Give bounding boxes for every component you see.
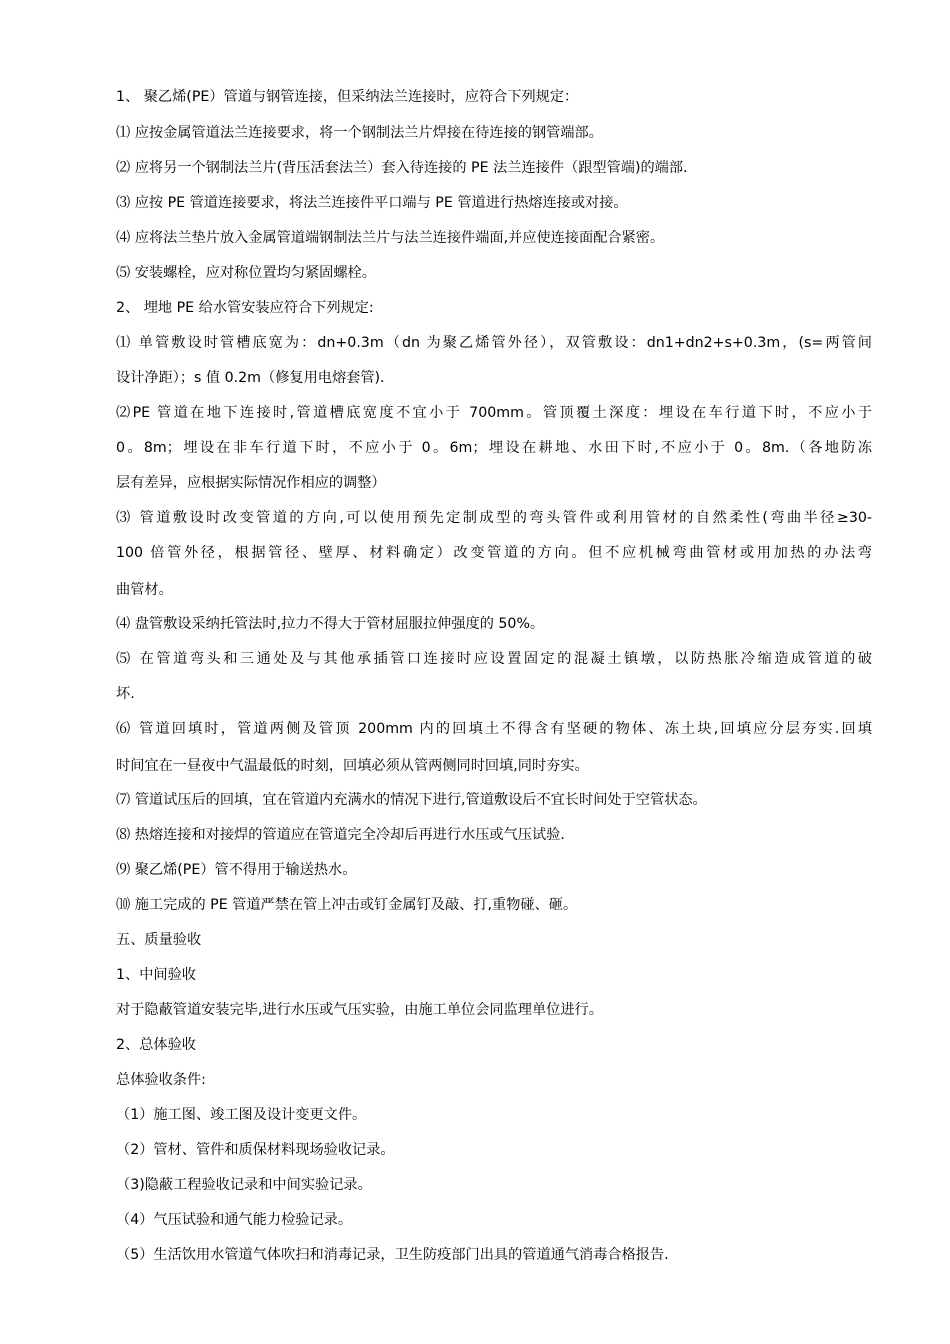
list-item: ⑶ 管道敷设时改变管道的方向,可以使用预先定制成型的弯头管件或利用管材的自然柔性(弯曲半径≥30- <box>116 510 872 526</box>
subsection-heading: 2、总体验收 <box>116 1037 196 1053</box>
list-item: ⑸ 在管道弯头和三通处及与其他承插管口连接时应设置固定的混凝土镇墩，以防热胀冷缩造成管道的破 <box>116 651 872 667</box>
list-item: ⑷ 盘管敷设采纳托管法时,拉力不得大于管材屈服拉伸强度的 50%。 <box>116 616 545 632</box>
list-item-continuation: 100 倍管外径，根据管径、壁厚、材料确定）改变管道的方向。但不应机械弯曲管材或用加热的办法弯 <box>116 545 872 561</box>
list-item: （3)隐蔽工程验收记录和中间实验记录。 <box>116 1177 372 1193</box>
list-item: ⑽ 施工完成的 PE 管道严禁在管上冲击或钉金属钉及敲、打,重物碰、砸。 <box>116 897 578 913</box>
list-item: ⑹ 管道回填时，管道两侧及管顶 200mm 内的回填土不得含有坚硬的物体、冻土块,回填应分层夯实.回填 <box>116 721 872 737</box>
list-item-continuation: 时间宜在一昼夜中气温最低的时刻，回填必须从管两侧同时回填,同时夯实。 <box>116 758 589 774</box>
paragraph: 对于隐蔽管道安装完毕,进行水压或气压实验，由施工单位会同监理单位进行。 <box>116 1002 603 1018</box>
list-item: ⑺ 管道试压后的回填，宜在管道内充满水的情况下进行,管道敷设后不宜长时间处于空管状态。 <box>116 792 707 808</box>
list-item: ⑸ 安装螺栓，应对称位置均匀紧固螺栓。 <box>116 265 376 281</box>
list-item-continuation: 坏. <box>116 686 135 702</box>
paragraph: 总体验收条件: <box>116 1072 206 1088</box>
section-2-heading: 2、 埋地 PE 给水管安装应符合下列规定: <box>116 300 374 316</box>
list-item-continuation: 曲管材。 <box>116 582 173 598</box>
list-item: （4）气压试验和通气能力检验记录。 <box>116 1212 353 1228</box>
list-item-continuation: 设计净距）；s 值 0.2m（修复用电熔套管). <box>116 370 385 386</box>
list-item: ⑶ 应按 PE 管道连接要求，将法兰连接件平口端与 PE 管道进行热熔连接或对接。 <box>116 195 628 211</box>
list-item: ⑻ 热熔连接和对接焊的管道应在管道完全冷却后再进行水压或气压试验. <box>116 827 565 843</box>
section-5-heading: 五、质量验收 <box>116 932 202 948</box>
list-item: ⑼ 聚乙烯(PE）管不得用于输送热水。 <box>116 862 357 878</box>
list-item: （1）施工图、竣工图及设计变更文件。 <box>116 1107 367 1123</box>
list-item: ⑴ 应按金属管道法兰连接要求，将一个钢制法兰片焊接在待连接的钢管端部。 <box>116 125 603 141</box>
list-item: ⑴ 单管敷设时管槽底宽为：dn+0.3m（dn 为聚乙烯管外径），双管敷设：dn1+dn2+s+0.3m，(s=两管间 <box>116 335 872 351</box>
list-item-continuation: 0。8m；埋设在非车行道下时，不应小于 0。6m；埋设在耕地、水田下时,不应小于 0。8m.（各地防冻 <box>116 440 872 456</box>
list-item: ⑷ 应将法兰垫片放入金属管道端钢制法兰片与法兰连接件端面,并应使连接面配合紧密。 <box>116 230 665 246</box>
list-item-continuation: 层有差异，应根据实际情况作相应的调整） <box>116 475 386 491</box>
section-1-heading: 1、 聚乙烯(PE）管道与钢管连接，但采纳法兰连接时，应符合下列规定： <box>116 89 579 105</box>
list-item: （5）生活饮用水管道气体吹扫和消毒记录，卫生防疫部门出具的管道通气消毒合格报告. <box>116 1247 669 1263</box>
subsection-heading: 1、中间验收 <box>116 967 196 983</box>
list-item: ⑵ 应将另一个钢制法兰片(背压活套法兰）套入待连接的 PE 法兰连接件（跟型管端)的端部. <box>116 160 688 176</box>
list-item: ⑵PE 管道在地下连接时,管道槽底宽度不宜小于 700mm。管顶覆土深度：埋设在车行道下时，不应小于 <box>116 405 872 421</box>
list-item: （2）管材、管件和质保材料现场验收记录。 <box>116 1142 395 1158</box>
